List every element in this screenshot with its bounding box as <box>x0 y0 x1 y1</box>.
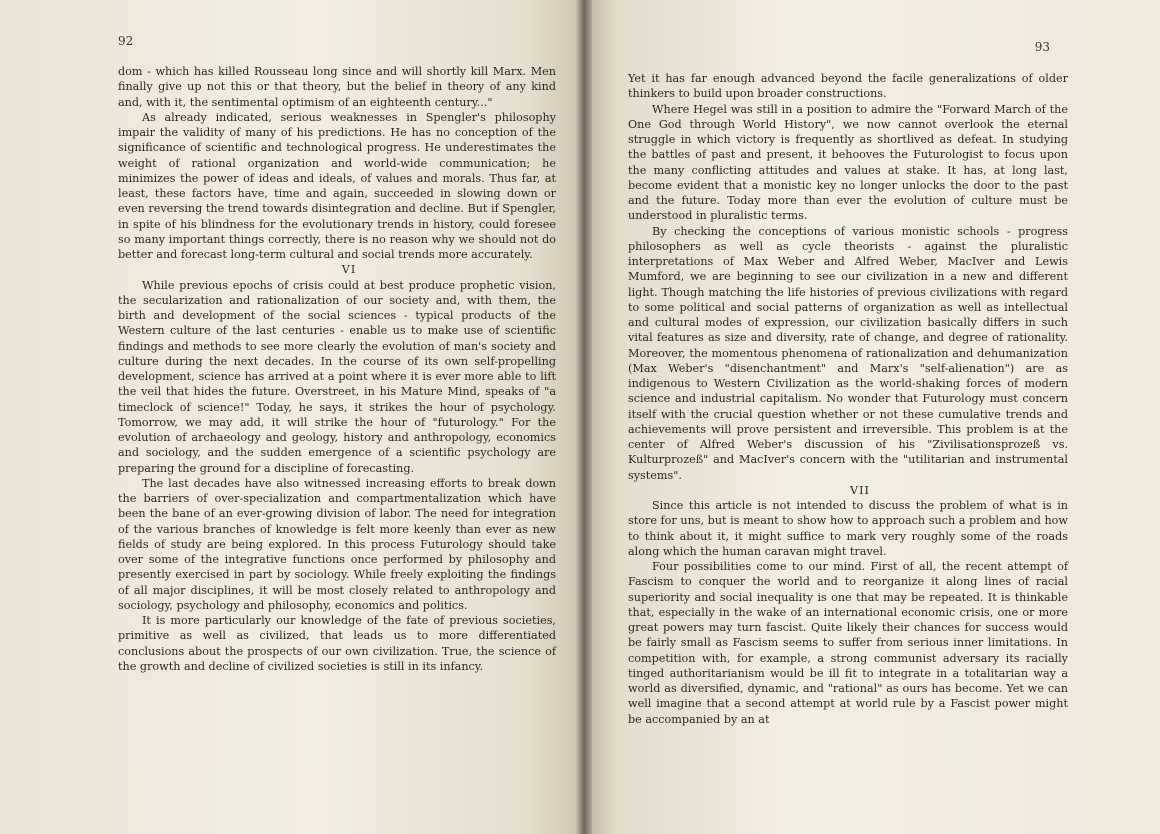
paragraph: It is more particularly our knowledge of the fate of previous societies, primitive as well as civilized, that leads us to more differentiated conclusions about the prospects of our own civilization. True, the science of the growth and decline of civilized societies is still in its infancy. <box>118 614 556 673</box>
paragraph: The last decades have also witnessed increasing efforts to break down the barriers of over-specialization and compartmentalization which have been the bane of an ever-growing division of labor. The need for integration of the various branches of knowledge is felt more keenly than ever as new fields of study are being explored. In this process Futurology should take over some of the integrative functions once performed by philosophy and presently exercised in part by sociology. While freely exploiting the findings of all major disciplines, it will be most closely related to anthropology and sociology, psychology and philosophy, economics and politics. <box>118 476 556 612</box>
paragraph: Yet it has far enough advanced beyond the facile generalizations of older thinkers to build upon broader constructions. <box>628 72 1068 101</box>
paragraph: As already indicated, serious weaknesses in Spengler's philosophy impair the validity of many of his predictions. He has no conception of the significance of scientific and technological progress. He underestimates the weight of rational organization and world-wide communication; he minimizes the power of ideas and ideals, of values and morals. Thus far, at least, these factors have, time and again, succeeded in slowing down or even reversing the trend towards disintegration and decline. But if Spengler, in spite of his blindness for the evolutionary trends in history, could foresee so many important things correctly, there is no reason why we should not do better and forecast long-term cultural and social trends more accurately. <box>118 110 556 261</box>
paragraph: By checking the conceptions of various monistic schools - progress philosophers as well as cycle theorists - against the pluralistic interpretations of Max Weber and Alfred Weber, MacIver and Lewis Mumford, we are beginning to see our civilization in a new and different light. Though matching the life histories of previous civilizations with regard to some political and social patterns of organization as well as intellectual and cultural modes of expression, our civilization basically differs in such vital features as size and diversity, rate of change, and degree of rationality. Moreover, the momentous phenomena of rationalization and dehumanization (Max Weber's "disenchantment" and Marx's "self-alienation") are as indigenous to Western Civilization as the world-shaking forces of modern science and industrial capitalism. No wonder that Futurology must concern itself with the crucial question whether or not these cumulative trends and achievements will prove persistent and irreversible. This problem is at the center of Alfred Weber's discussion of his "Zivilisationsprozeß vs. Kulturprozeß" and MacIver's concern with the "utilitarian and instrumental systems". <box>628 224 1068 482</box>
page-number-left: 92 <box>118 34 134 48</box>
page-number-right: 93 <box>1034 40 1050 54</box>
paragraph: Where Hegel was still in a position to admire the "Forward March of the One God through World History", we now cannot overlook the eternal struggle in which victory is frequently as shortlived as defeat. In studying the battles of past and present, it behooves the Futurologist to focus upon the many conflicting attitudes and values at stake. It has, at long last, become evident that a monistic key no longer unlocks the door to the past and the future. Today more than ever the evolution of culture must be understood in pluralistic terms. <box>628 102 1068 223</box>
right-page-text <box>628 71 1068 727</box>
paragraph: Four possibilities come to our mind. First of all, the recent attempt of Fascism to conquer the world and to reorganize it along lines of racial superiority and social inequality is one that may be repeated. It is thinkable that, especially in the wake of an international economic crisis, one or more great powers may turn fascist. Quite likely their chances for success would be fairly small as Fascism seems to suffer from serious inner limitations. In competition with, for example, a strong communist adversary its racially tinged authoritarianism would be ill fit to integrate in a totalitarian way a world as diversified, dynamic, and "rational" as ours has become. Yet we can well imagine that a second attempt at world rule by a Fascist power might be accompanied by an at <box>628 560 1068 726</box>
paragraph: dom - which has killed Rousseau long since and will shortly kill Marx. Men finally give up not this or that theory, but the belief in theory of any kind and, with it, the sentimental optimism of an eighteenth century..." <box>118 65 556 109</box>
section-heading: VII <box>850 483 870 497</box>
paragraph: Since this article is not intended to discuss the problem of what is in store for uns, but is meant to show how to approach such a problem and how to think about it, it might suffice to mark very roughly some of the roads along which the human caravan might travel. <box>628 499 1068 558</box>
paragraph: While previous epochs of crisis could at best produce prophetic vision, the secularization and rationalization of our society and, with them, the birth and development of the social sciences - typical products of the Western culture of the last centuries - enable us to make use of scientific findings and methods to see more clearly the evolution of man's society and culture during the next decades. In the course of its own self-propelling development, science has arrived at a point where it is ever more able to lift the veil that hides the future. Overstreet, in his Mature Mind, speaks of "a timeclock of science!" Today, he says, it strikes the hour of psychology. Tomorrow, we may add, it will strike the hour of "futurology." For the evolution of archaeology and geology, history and anthropology, economics and sociology, and the sudden emergence of a scientific psychology are preparing the ground for a discipline of forecasting. <box>118 278 556 475</box>
right-page <box>582 0 1160 834</box>
section-heading: VI <box>341 263 357 277</box>
left-page-text <box>118 64 556 674</box>
book-gutter <box>576 0 592 834</box>
